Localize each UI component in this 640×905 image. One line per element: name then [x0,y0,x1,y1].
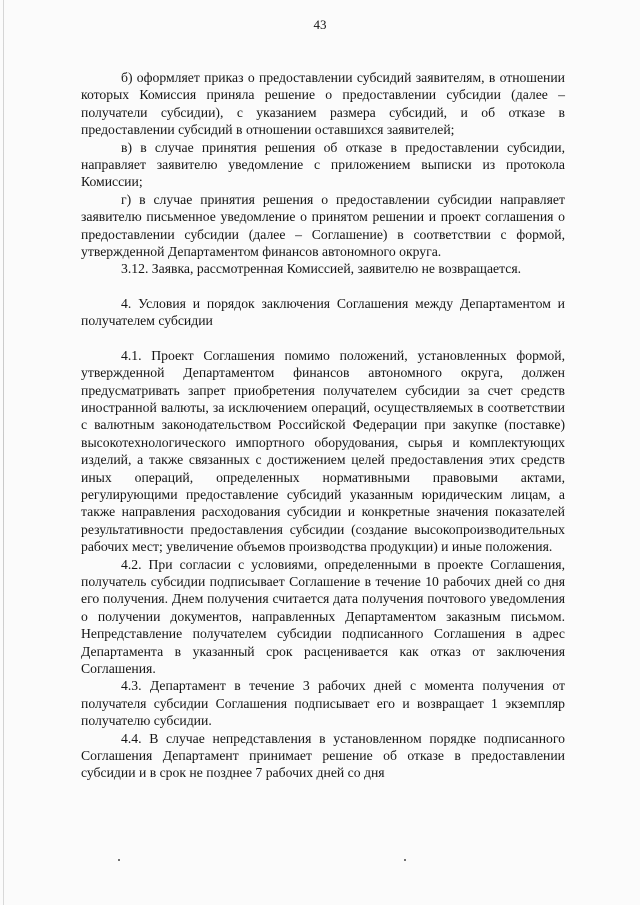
page-number: 43 [313,17,327,32]
paragraph-4-2: 4.2. При согласии с условиями, определенными в проекте Соглашения, получатель субсидии подписывает Соглашение в течение 10 рабочих дней со дня его получения. Днем получения считается дата получения почтового уведомления о получении документов, направленных Департаментом заказным письмом. Непредставление получателем субсидии подписанного Соглашения в адрес Департамента в указанный срок расценивается как отказ от заключения Соглашения. [81,556,565,676]
paragraph-4-3: 4.3. Департамент в течение 3 рабочих дней с момента получения от получателя субсидии Соглашения подписывает его и возвращает 1 экземпляр получателю субсидии. [81,678,565,729]
document-body [81,69,565,782]
page-edge [3,0,4,905]
paragraph-3-12: 3.12. Заявка, рассмотренная Комиссией, заявителю не возвращается. [121,261,522,277]
paragraph-4-1: 4.1. Проект Соглашения помимо положений, установленных формой, утвержденной Департаментом финансов автономного округа, должен предусматривать запрет приобретения получателем субсидии за счет средств иностранной валюты, за исключением операций, осуществляемых в соответствии с валютным законодательством Российской Федерации при закупке (поставке) высокотехнологического импортного оборудования, сырья и комплектующих изделий, а также связанных с достижением целей предоставления этих средств иных операций, определенных нормативными правовыми актами, регулирующими предоставление субсидий указанным юридическим лицам, а также направления расходования субсидии и конкретные значения показателей результативности предоставления субсидии (создание высокопроизводительных рабочих мест; увеличение объемов производства продукции) и иные положения. [81,347,565,555]
paragraph-g: г) в случае принятия решения о предоставлении субсидии направляет заявителю письменное уведомление о принятом решении и проект соглашения о предоставлении субсидии (далее – Соглашение) в соответствии с формой, утвержденной Департаментом финансов автономного округа. [81,191,565,260]
paragraph-b: б) оформляет приказ о предоставлении субсидий заявителям, в отношении которых Комиссия приняла решение о предоставлении субсидии (далее – получатели субсидии), с указанием размера субсидий, и об отказе в предоставлении субсидий в отношении оставшихся заявителей; [81,70,565,138]
paragraph-v: в) в случае принятия решения об отказе в предоставлении субсидии, направляет заявителю уведомление с приложением выписки из протокола Комиссии; [81,139,565,190]
scan-speck [404,859,406,861]
section-heading: 4. Условия и порядок заключения Соглашения между Департаментом и получателем субсидии [81,295,565,329]
paragraph-4-4: 4.4. В случае непредставления в установленном порядке подписанного Соглашения Департамент принимает решение об отказе в предоставлении субсидии и в срок не позднее 7 рабочих дней со дня [81,730,565,781]
scan-speck [118,859,120,861]
